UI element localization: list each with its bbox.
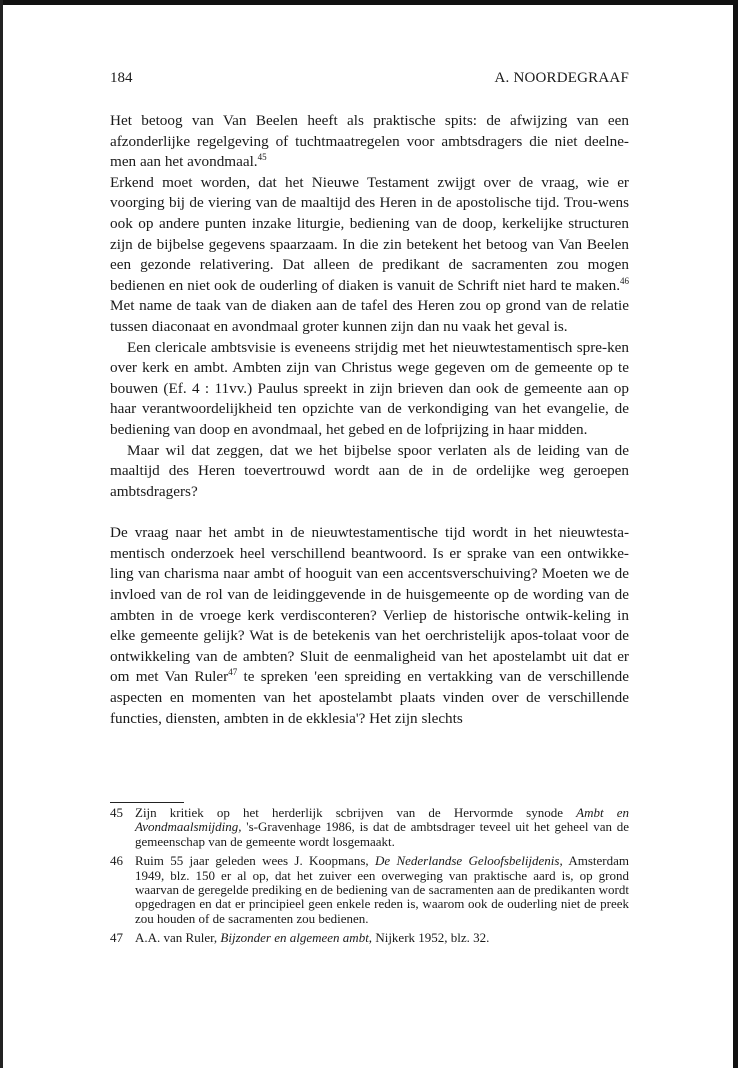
scan-edge-left <box>0 0 3 1068</box>
scan-edge-top <box>0 0 738 5</box>
footnote-divider <box>110 802 184 803</box>
footnotes <box>110 806 629 951</box>
body-text <box>110 111 629 729</box>
scan-edge-right <box>733 0 738 1068</box>
paragraph-4: Maar wil dat zeggen, dat we het bijbelse spoor verlaten als de leiding van de maaltijd des Heren toevertrouwd wordt aan de in de ordelijke weg geroepen ambtsdragers? <box>110 441 629 500</box>
paragraph-2-text-b: Met name de taak van de diaken aan de tafel des Heren zou op grond van de relatie tussen diaconaat en avondmaal groter kunnen zijn dan nu vaak het geval is. <box>110 297 629 335</box>
page-number: 184 <box>110 70 133 86</box>
footnote-ref-46[interactable]: 46 <box>620 275 629 286</box>
footnote-title: Bijzonder en algemeen ambt, <box>220 930 373 946</box>
footnote-title: De Nederlandse Geloofsbelijdenis, <box>374 853 563 869</box>
footnote-text: Ruim 55 jaar geleden wees J. Koopmans, <box>135 853 375 869</box>
footnote-47 <box>110 931 629 945</box>
footnote-45 <box>110 806 629 849</box>
footnote-number: 47 <box>110 930 123 946</box>
running-head-author: A. NOORDEGRAAF <box>494 70 629 86</box>
footnote-text: Amsterdam 1949, blz. 150 er al op, dat het zuiver een overweging van praktische aard is, op grond waarvan de geregelde prediking en de bediening van de sacramenten aan de predikanten wordt opgedragen en dat er principieel geen enkele reden is, waarom ook de ouderling niet de preek zou houden of de sacramenten zou bedienen. <box>135 853 629 926</box>
paragraph-5-text-b: te spreken 'een spreiding en vertakking van de verschillende aspecten en momenten van het apostelambt plaats vinden over de verschillende functies, diensten, ambten in de ekklesia'? Het zijn slechts <box>110 668 629 727</box>
footnote-text: Nijkerk 1952, blz. 32. <box>372 930 490 946</box>
footnote-number: 46 <box>110 853 123 869</box>
paragraph-3: Een clericale ambtsvisie is eveneens strijdig met het nieuwtestamentisch spre-ken over kerk en ambt. Ambten zijn van Christus wege gegeven om de gemeente op te bouwen (Ef. 4 : 11vv.) Paulus spreekt in zijn brieven dan ook de gemeente aan op haar verantwoordelijkheid ten opzichte van de verkondiging van het evangelie, de bediening van doop en avondmaal, het gebed en de lofprijzing in haar midden. <box>110 338 629 438</box>
paragraph-1-text: Het betoog van Van Beelen heeft als praktische spits: de afwijzing van een afzonderlijke regelgeving of tuchtmaatregelen voor ambtsdragers die niet deelne-men aan het avondmaal. <box>110 112 629 171</box>
paragraph-2 <box>110 173 629 338</box>
paragraph-1 <box>110 111 629 173</box>
footnote-46 <box>110 854 629 926</box>
footnote-text: 's-Gravenhage 1986, is dat de ambtsdrager teveel uit het geheel van de gemeenschap van de gemeente wordt losgemaakt. <box>135 819 629 849</box>
paragraph-5 <box>110 523 629 729</box>
footnote-ref-47[interactable]: 47 <box>228 667 238 678</box>
footnote-text: A.A. van Ruler, <box>135 930 221 946</box>
footnote-number: 45 <box>110 805 123 820</box>
footnote-title: Ambt en Avondmaalsmijding, <box>135 805 629 835</box>
footnote-ref-45[interactable]: 45 <box>257 152 267 163</box>
paragraph-2-text-a: Erkend moet worden, dat het Nieuwe Testament zwijgt over de vraag, wie er voorging bij de viering van de maaltijd des Heren in de apostolische tijd. Trou-wens ook op andere punten inzake liturgie, bediening van de doop, kerkelijke structuren zijn de bijbelse gegevens spaarzaam. In die zin betekent het betoog van Van Beelen een gezonde relativering. Dat alleen de predikant de sacramenten zou mogen bedienen en niet ook de ouderling of diaken is vanuit de Schrift niet hard te maken. <box>110 173 629 294</box>
footnote-text: Zijn kritiek op het herderlijk scbrijven van de Hervormde synode <box>135 805 577 820</box>
paragraph-5-text-a: De vraag naar het ambt in de nieuwtestamentische tijd wordt in het nieuwtesta-mentisch onderzoek heel verschillend beantwoord. Is er sprake van een ontwikke-ling van charisma naar ambt of hooguit van een accentsverschuiving? Moeten we de invloed van de rol van de leidinggevende in de huisgemeente op de wording van de ambten in de vroege kerk verdisconteren? Verliep de historische ontwik-keling in elke gemeente gelijk? Wat is de betekenis van het oerchristelijk apos-tolaat voor de ontwikkeling van de ambten? Sluit de eenmaligheid van het apostelambt uit dat er om met Van Ruler <box>110 524 629 686</box>
section-gap <box>110 502 629 523</box>
